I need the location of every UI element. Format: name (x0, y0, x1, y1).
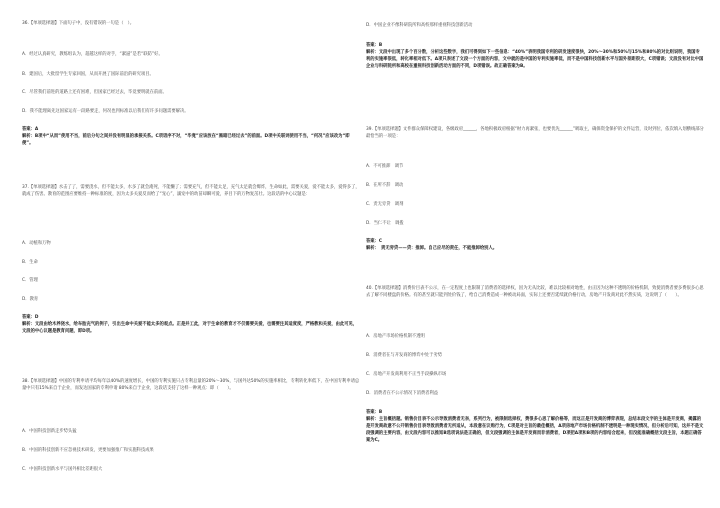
question-stem: 38.【单项选择题】中国的专利申请平均每年以40%的速度增长，中国的专利实施只占专利总量的20%～30%，与国外达50%的实施率相比，专利转化率低下，在中国专利申请总量中只有15%来自于企业，而发达国家的专利申请 80%来自于企业，这段话支持了这样一种观点：即（ ）。 (22, 379, 360, 391)
option-a (22, 240, 360, 247)
answer-block (366, 42, 704, 70)
option-text: B．消费者在与开发商的博弈中处于劣势 (366, 353, 442, 358)
option-text: C．尽管我们前进的道路上还有困难，但国家已经过去，毕竟要明就在前面。 (22, 90, 167, 95)
option-text: D．中国企业不像科研院所和高校那样重视科技创新活动 (366, 23, 473, 28)
option-a (22, 51, 360, 58)
option-b (366, 352, 704, 359)
option-text: B．中国的科技创新不应忽视技术研发，更要加强推广和实施科技成果 (22, 448, 154, 453)
question-36 (22, 20, 360, 27)
explanation: 解析：B项中“从而”使用不当，前后分句之间并没有明显的承接关系。C项语序不对，“毕竟”应该放在“黑暗已经过去”的前面。D项中关联词使用不当，“何况”应该改为“即便”。 (22, 134, 350, 146)
option-text: A．房地产市场价格机制不透明 (366, 334, 425, 339)
option-text: C．责无旁贷 调剂 (366, 202, 404, 207)
option-text: A．中国科技创新走步势头猛 (22, 429, 77, 434)
option-d (22, 296, 360, 303)
option-text: D．教育 (22, 297, 39, 302)
option-text: C．管理 (22, 278, 38, 283)
question-40 (366, 285, 704, 299)
answer: 答案：C (366, 239, 383, 244)
question-39 (366, 126, 704, 140)
option-d (22, 108, 360, 115)
option-c (22, 466, 360, 473)
explanation: 解析：文段由给木养浇水，给车胎充气的例子，引出生命中关爱不能太多的观点。正是并工此，对于生命的教育才不仅需要关爱，也需要注其适度度，严格教和关爱，由此可见，文段的中心议题是教育问题，即D项。 (22, 322, 358, 334)
option-c (22, 277, 360, 284)
answer-block (366, 409, 704, 444)
answer-block (366, 238, 704, 252)
option-a (22, 428, 360, 435)
option-text: C．中国科技创新水平与国外相比差距很大 (22, 467, 103, 472)
option-d (366, 22, 704, 29)
option-text: D．我不能理离先这国家运有一段路要走，何况也到标准以后我们有许多问题需要解决。 (22, 109, 189, 114)
answer-block (22, 126, 360, 147)
option-b (22, 447, 360, 454)
explanation: 解析： 责无旁贷——贷：推卸。自己应尽的责任，不能推卸给别人。 (366, 246, 498, 251)
answer: 答案：A (22, 127, 39, 132)
option-text: C．房地产开发商利用不正当手段操纵市场 (366, 372, 447, 377)
explanation: 解析：文段中出现了多个百分数，分析这些数字，我们可得到如下一些信息：“40%”表明我国专利的研发速度很快，20%～30%和50%与15%和80%的对比则说明，我国专利的实施率很低，转化率相对低下。A项只表述了文段一个方面的内容，文中就的是中国的专利实施率低，而不是中国科技创新水平与国外差距很大，C项错误；文段没有对比中国企业与科研院所和高校在重视科技创新活动方面的不同，D项错误。故正确答案为B。 (366, 50, 704, 69)
question-37 (22, 184, 360, 198)
option-b (22, 259, 360, 266)
option-a (366, 333, 704, 340)
question-stem: 40.【单项选择题】消费价目表不公示，在一定程度上也限制了消费者的选择权，因为无从比较，难以比较相对地性，由正因为这种不透明的价格机制，致使消费者要多费很多心思去了解不同楼盘的价格。有的甚至就只能到处价钱了，给自己消费造成一种被动局面，实际上还要否延续就价格行动，房地产开发商对此不然实质，这说明了（ ）。 (366, 286, 704, 298)
question-stem: 39.【单项选择题】文件群众保障权建设，各级政府______，各地积极政府根据“财力再紧张，也要优先______”吸取主，确保资金保护的文件运营，及时到位，依次填入划横线部分最恰当的一项是： (366, 127, 704, 139)
question-stem: 37.【单项选择题】水击了了，需要浇水，但不能太多，水多了就会淹死，不能懒了；需要充气，但不能太足，充气太足就会爆炸，生命如此，需要关爱，爱不能太多，爱得多了，就成了伤害。教育的范围应要维持一种标准的度，因为太多关爱反而给了“宠心”，溺宠中的幼苗却瞬可爱，养目下的万物复茁壮。这段话的中心议题是： (22, 185, 360, 197)
option-text: A．不可推卸 调节 (366, 164, 404, 169)
explanation: 解析：主旨概括题。销售价目表不公示导致消费者无奈，系列行为，被限制选择权，费很多心思了解价格等，而这正是开发商的博弈表现，总结本段文字的主体是开发商，揭露的是开发商故意不公开销售价目表导致消费者无所适从，本段意在议购行为，C项是对主旨的最佳概括，A项房地产市场价格机制不透明是一种现实情况，但分析后可知，这并不是文段强调的主要内容，由文段内容可以推知B选项说法是正确的，但文段强调的主体是开发商而非消费者，D项把A项和B项的内容结合起来，但没能准确概括文段主旨，本题正确答案为C。 (366, 417, 704, 443)
option-d (366, 220, 704, 227)
option-d (366, 390, 704, 397)
option-a (366, 163, 704, 170)
option-c (366, 371, 704, 378)
option-text: A．动植和万物 (22, 241, 51, 246)
answer-block (22, 314, 360, 335)
question-38 (22, 378, 360, 392)
option-text: B．建国后，大批留学生专家回国，从而开展了国际前沿的研究项目。 (22, 72, 154, 77)
option-text: D．当仁不让 调拨 (366, 221, 404, 226)
option-c (22, 89, 360, 96)
option-b (366, 182, 704, 189)
option-text: B．生命 (22, 260, 38, 265)
option-text: B．在所不辞 调动 (366, 183, 404, 188)
option-text: D．消费者在不公示情况下消费者利益 (366, 391, 439, 396)
answer: 答案：D (22, 315, 39, 320)
answer: 答案：B (366, 410, 383, 415)
option-c (366, 201, 704, 208)
option-text: A．经过认真研究，教练组认为，超越这样的对手，“紧逼”是若“联防”好。 (22, 52, 163, 57)
option-b (22, 71, 360, 78)
question-stem: 36.【单项选择题】下面句子中，没有错误的一句是（ ）。 (22, 21, 135, 26)
answer: 答案：B (366, 43, 383, 48)
